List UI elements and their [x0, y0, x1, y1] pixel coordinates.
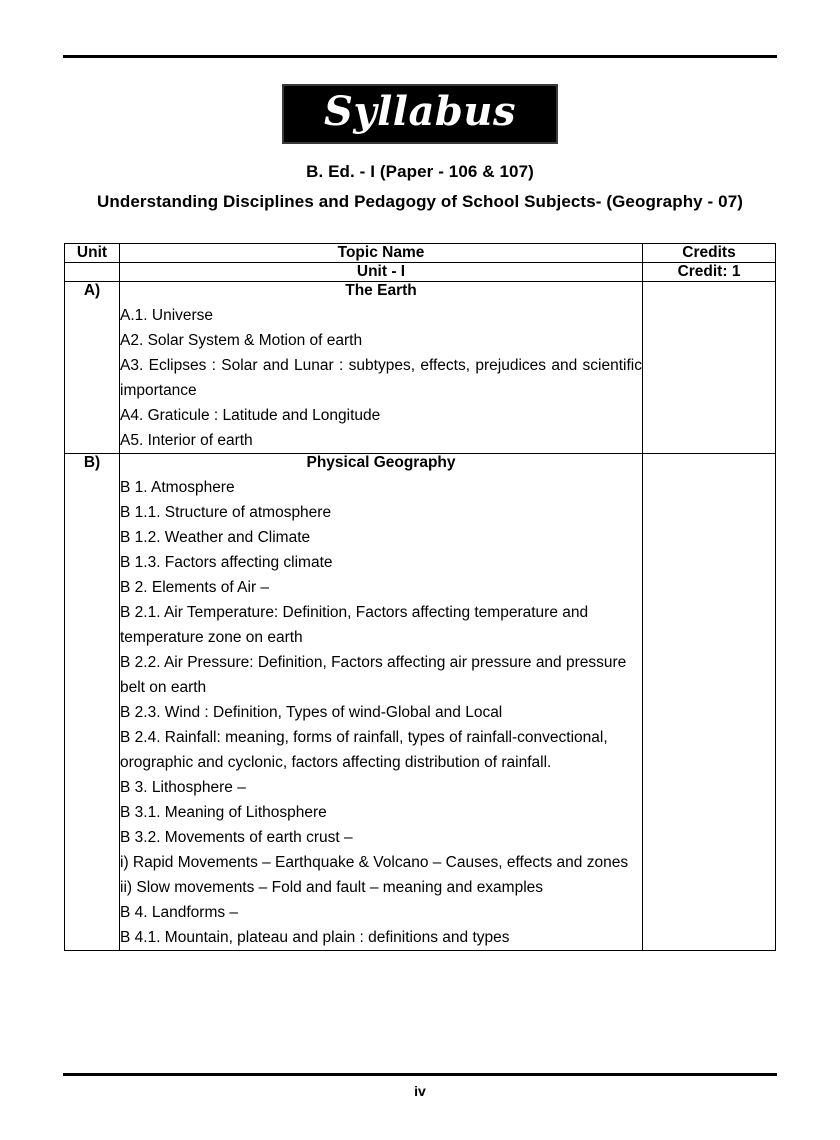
topic-line: B 1.2. Weather and Climate: [120, 529, 311, 546]
topic-line: A3. Eclipses : Solar and Lunar : subtypes, effects, prejudices and scientific importance: [120, 357, 647, 399]
unit-heading-credit: Credit: 1: [643, 263, 776, 282]
table-header-row: [65, 244, 776, 263]
topic-line: A2. Solar System & Motion of earth: [120, 332, 363, 349]
footer-rule: [63, 1073, 777, 1076]
topic-line: B 2. Elements of Air –: [120, 579, 270, 596]
topic-line: B 4.1. Mountain, plateau and plain : definitions and types: [120, 929, 510, 946]
topic-line: ii) Slow movements – Fold and fault – meaning and examples: [120, 879, 544, 896]
syllabus-banner-title: Syllabus: [323, 88, 516, 135]
course-title-heading: Understanding Disciplines and Pedagogy of School Subjects- (Geography - 07): [96, 192, 744, 211]
column-header-credits: Credits: [643, 244, 776, 263]
topic-line: A4. Graticule : Latitude and Longitude: [120, 407, 381, 424]
section-letter-b: B): [65, 454, 120, 951]
topic-line: B 1.1. Structure of atmosphere: [120, 504, 332, 521]
table-body: [65, 263, 776, 951]
document-headings: [0, 162, 840, 212]
table-row: [65, 282, 776, 454]
section-content-a: [120, 282, 647, 454]
section-content-b: [120, 454, 643, 951]
section-title-a: The Earth: [345, 282, 417, 299]
syllabus-table: [64, 243, 776, 951]
unit-heading-label: Unit - I: [120, 263, 643, 282]
course-code-heading: B. Ed. - I (Paper - 106 & 107): [306, 162, 534, 181]
section-credits-a: [643, 282, 776, 454]
page-number: iv: [414, 1083, 426, 1099]
section-letter-a: A): [65, 282, 120, 454]
topic-line: A.1. Universe: [120, 307, 214, 324]
section-title-b: Physical Geography: [306, 454, 456, 471]
topic-line: B 1. Atmosphere: [120, 479, 235, 496]
column-header-unit: Unit: [65, 244, 120, 263]
topic-line: B 2.1. Air Temperature: Definition, Factors affecting temperature and temperature zone on earth: [120, 604, 593, 646]
unit-heading-blank-cell: [65, 263, 120, 282]
header-rule: [63, 55, 777, 58]
topic-line: B 3. Lithosphere –: [120, 779, 246, 796]
topic-line: B 2.2. Air Pressure: Definition, Factors affecting air pressure and pressure belt on earth: [120, 654, 631, 696]
syllabus-banner: [282, 84, 558, 144]
table-row-unit-heading: [65, 263, 776, 282]
topic-line: B 3.2. Movements of earth crust –: [120, 829, 353, 846]
table-row: [65, 454, 776, 951]
topic-line: B 2.4. Rainfall: meaning, forms of rainfall, types of rainfall-convectional, orographic and cyclonic, factors affecting distribution of rainfall.: [120, 729, 612, 771]
syllabus-banner-container: [0, 84, 840, 144]
topic-line: B 2.3. Wind : Definition, Types of wind-Global and Local: [120, 704, 503, 721]
topic-line: B 3.1. Meaning of Lithosphere: [120, 804, 327, 821]
topic-line: i) Rapid Movements – Earthquake & Volcano – Causes, effects and zones: [120, 854, 629, 871]
section-credits-b: [643, 454, 776, 951]
column-header-topic-name: Topic Name: [120, 244, 643, 263]
topic-line: A5. Interior of earth: [120, 432, 253, 449]
topic-line: B 4. Landforms –: [120, 904, 239, 921]
topic-line: B 1.3. Factors affecting climate: [120, 554, 333, 571]
